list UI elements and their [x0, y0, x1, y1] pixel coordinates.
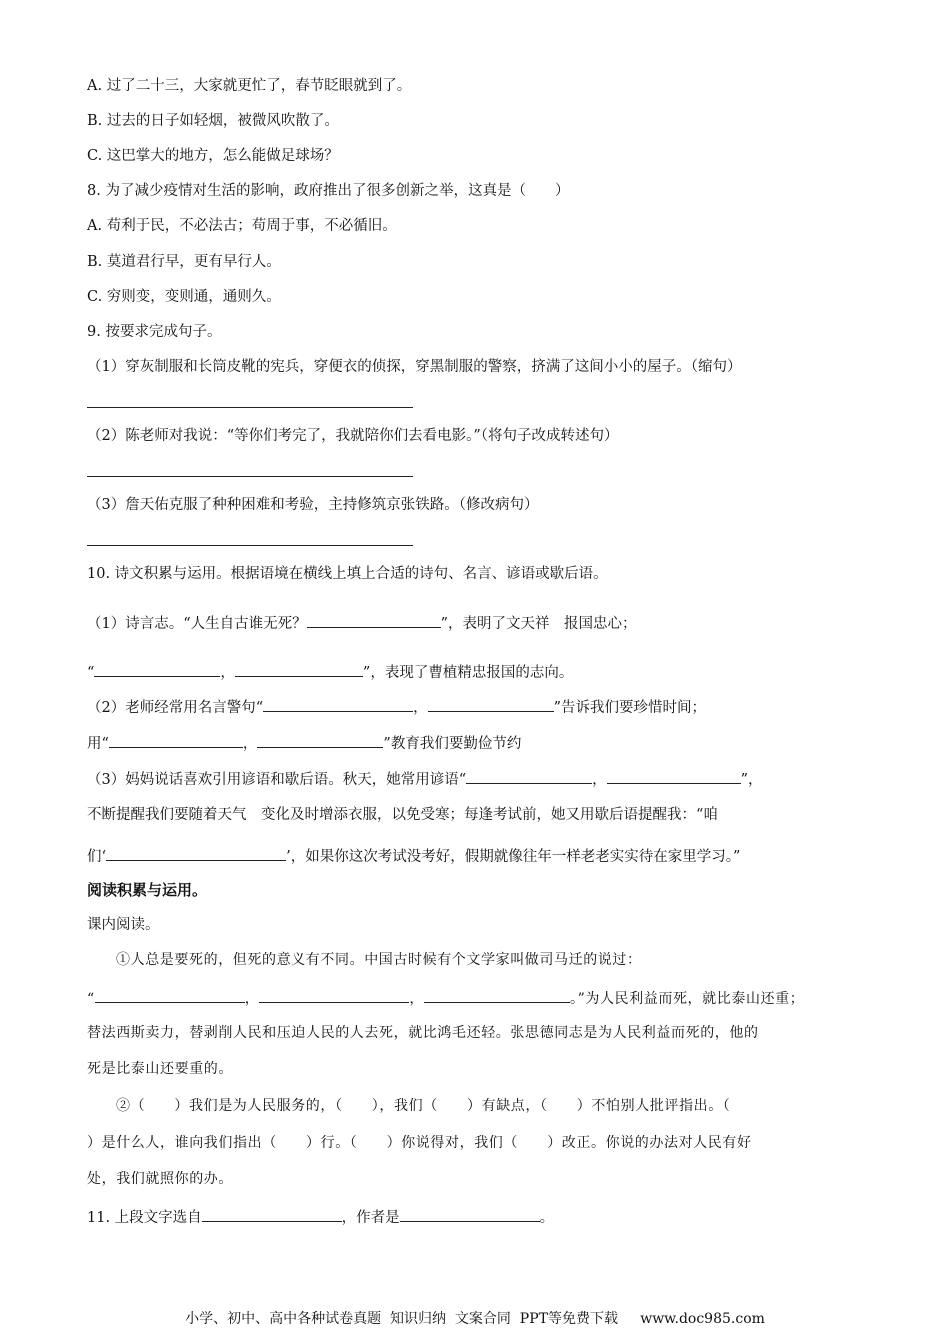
q10-line-1 [87, 612, 637, 634]
reading-label: 课内阅读。 [87, 917, 160, 933]
fill-blank[interactable] [235, 661, 363, 677]
q10-text: ”， [740, 772, 763, 788]
q10-text: （2）老师经常用名言警句“ [87, 700, 264, 716]
fill-blank[interactable] [466, 768, 592, 784]
q9-item-2: （2）陈老师对我说：“等你们考完了，我就陪你们去看电影。”（将句子改成转述句） [87, 428, 619, 444]
q10-text: ”教育我们要勤俭节约 [383, 736, 522, 752]
q8-option-c: C. 穷则变，变则通，通则久。 [87, 289, 281, 305]
section-title: 阅读积累与运用。 [87, 881, 208, 899]
q10-line-2 [87, 661, 573, 683]
passage-text: ， [409, 991, 424, 1007]
passage-line-2 [87, 987, 857, 1009]
fill-blank[interactable] [424, 987, 570, 1003]
q11-line [87, 1206, 554, 1228]
q10-line-3 [87, 696, 706, 718]
passage-line-1: ①人总是要死的，但死的意义有不同。中国古时候有个文学家叫做司马迁的说过： [116, 952, 642, 968]
q8-option-b: B. 莫道君行早，更有早行人。 [87, 254, 281, 270]
passage-line-3: 替法西斯卖力，替剥削人民和压迫人民的人去死，就比鸿毛还轻。张思德同志是为人民利益而死的，他的 [87, 1025, 759, 1041]
q10-text: ”，表明了文天祥 报国忠心； [440, 616, 637, 632]
q9-item-1: （1）穿灰制服和长筒皮靴的宪兵，穿便衣的侦探，穿黑制服的警察，挤满了这间小小的屋子。（缩句） [87, 359, 742, 375]
passage-line-6: ）是什么人，谁向我们指出（ ）行。（ ）你说得对，我们（ ）改正。你说的办法对人民有好 [87, 1135, 752, 1151]
passage-line-5: ②（ ）我们是为人民服务的，（ ），我们（ ）有缺点，（ ）不怕别人批评指出。（ [116, 1098, 731, 1114]
fill-blank[interactable] [263, 696, 413, 712]
fill-blank[interactable] [259, 987, 409, 1003]
q10-text: ， [592, 772, 607, 788]
q10-text: ， [220, 665, 235, 681]
q10-text: ’，如果你这次考试没考好，假期就像往年一样老老实实待在家里学习。” [286, 849, 741, 865]
fill-blank[interactable] [95, 987, 245, 1003]
q10-line-4 [87, 732, 521, 754]
q8-option-a: A. 苟利于民，不必法古；苟周于事，不必循旧。 [87, 218, 397, 234]
fill-blank[interactable] [428, 696, 554, 712]
fill-blank[interactable] [109, 732, 243, 748]
q8-stem: 8. 为了减少疫情对生活的影响，政府推出了很多创新之举，这真是（ ） [87, 183, 570, 199]
q10-text: （1）诗言志。“人生自古谁无死？ [87, 616, 307, 632]
q9-answer-line-3[interactable] [87, 545, 413, 546]
q9-answer-line-2[interactable] [87, 476, 413, 477]
passage-text: ， [244, 991, 260, 1007]
passage-line-7: 处，我们就照你的办。 [87, 1171, 233, 1187]
fill-blank[interactable] [307, 612, 441, 628]
q9-item-3: （3）詹天佑克服了种种困难和考验，主持修筑京张铁路。（修改病句） [87, 497, 539, 513]
fill-blank[interactable] [202, 1206, 342, 1222]
passage-text: “ [87, 991, 95, 1007]
q10-text: ”告诉我们要珍惜时间； [553, 700, 707, 716]
q10-line-6: 不断提醒我们要随着天气 变化及时增添衣服，以免受寒；每逢考试前，她又用歇后语提醒我：“咱 [87, 807, 718, 823]
q10-text: （3）妈妈说话喜欢引用谚语和歇后语。秋天，她常用谚语“ [87, 772, 467, 788]
fill-blank[interactable] [257, 732, 383, 748]
q11-text: 。 [539, 1210, 555, 1226]
q11-text: 11. 上段文字选自 [87, 1210, 202, 1226]
fill-blank[interactable] [400, 1206, 540, 1222]
q10-text: ”，表现了曹植精忠报国的志向。 [362, 665, 574, 681]
fill-blank[interactable] [607, 768, 741, 784]
q10-line-7 [87, 845, 740, 867]
fill-blank[interactable] [106, 845, 286, 861]
q7-option-b: B. 过去的日子如轻烟，被微风吹散了。 [87, 113, 339, 129]
fill-blank[interactable] [94, 661, 220, 677]
q10-text: 用“ [87, 736, 109, 752]
q10-stem: 10. 诗文积累与运用。根据语境在横线上填上合适的诗句、名言、谚语或歇后语。 [87, 566, 608, 582]
q10-text: “ [87, 665, 95, 681]
q9-answer-line-1[interactable] [87, 407, 413, 408]
q10-text: ， [242, 736, 258, 752]
footer: 小学、初中、高中各种试卷真题 知识归纳 文案合同 PPT等免费下载 www.doc985.com [185, 1311, 765, 1327]
q10-text: 们‘ [87, 849, 107, 865]
q7-option-a: A. 过了二十三，大家就更忙了，春节眨眼就到了。 [87, 78, 412, 94]
q7-option-c: C. 这巴掌大的地方，怎么能做足球场？ [87, 148, 339, 164]
q10-text: ， [413, 700, 428, 716]
q9-stem: 9. 按要求完成句子。 [87, 324, 222, 340]
q10-line-5 [87, 768, 763, 790]
q11-text: ，作者是 [341, 1210, 400, 1226]
passage-line-4: 死是比泰山还要重的。 [87, 1061, 233, 1077]
passage-text: 。”为人民利益而死，就比泰山还重； [569, 991, 805, 1007]
